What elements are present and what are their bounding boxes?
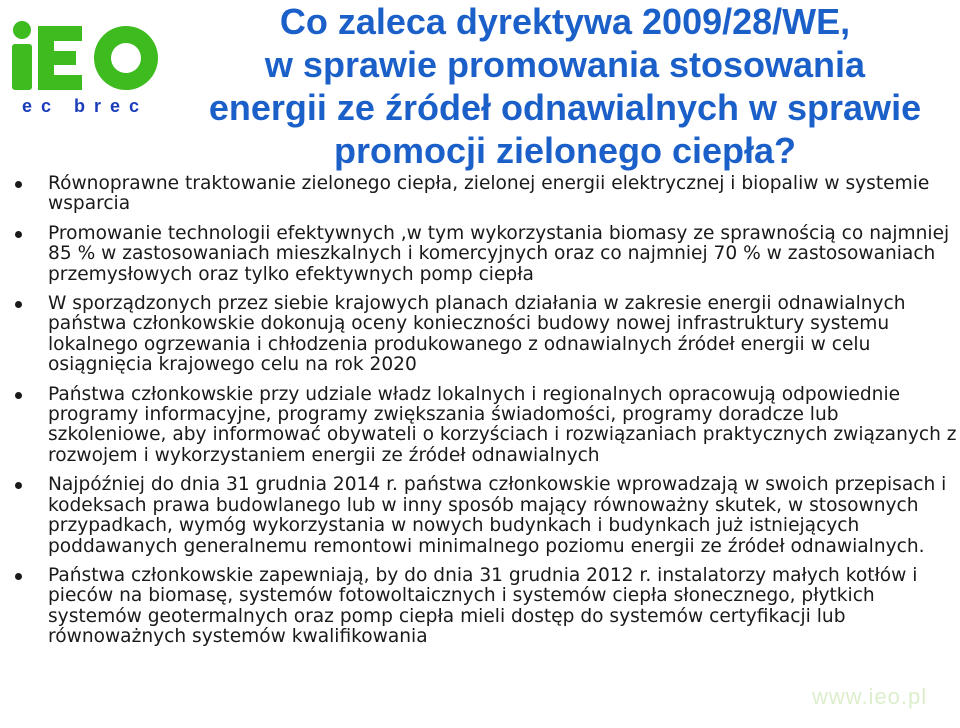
bullet-item xyxy=(0,385,960,467)
watermark-url: www.ieo.pl xyxy=(812,684,928,709)
slide-title-line: promocji zielonego ciepła? xyxy=(333,130,797,171)
bullet-item xyxy=(0,475,960,557)
ieo-logo xyxy=(8,8,168,120)
bullet-text: Promowanie technologii efektywnych ,w tym wykorzystania biomasy ze sprawnością co najmniej 85 % w zastosowaniach mieszkalnych i komercyjnych oraz co najmniej 70 % w zastosowaniach przemysłowych oraz tylko efektywnych pomp ciepła xyxy=(48,222,950,285)
bullet-text: Równoprawne traktowanie zielonego ciepła, zielonej energii elektrycznej i biopaliw w systemie wsparcia xyxy=(48,173,930,215)
bullet-item xyxy=(0,224,960,285)
bullet-item xyxy=(0,566,960,648)
bullet-text: Najpóźniej do dnia 31 grudnia 2014 r. państwa członkowskie wprowadzają w swoich przepisach i kodeksach prawa budowlanego lub w inny sposób mający równoważny skutek, w stosownych przypadkach, wymóg wykorzystania w nowych budynkach i budynkach już istniejących poddawanych generalnemu remontowi minimalnego poziomu energii ze źródeł odnawialnych. xyxy=(48,474,947,557)
logo-subtext: ec brec xyxy=(22,96,149,116)
bullet-item xyxy=(0,294,960,376)
bullet-text: Państwa członkowskie zapewniają, by do dnia 31 grudnia 2012 r. instalatorzy małych kotłów i pieców na biomasę, systemów fotowoltaicznych i systemów ciepła słonecznego, płytkich systemów geotermalnych oraz pomp ciepła mieli dostęp do systemów certyfikacji lub równoważnych systemów kwalifikowania xyxy=(48,564,918,648)
bullet-text: Państwa członkowskie przy udziale władz lokalnych i regionalnych opracowują odpowiednie programy informacyjne, programy zwiększania świadomości, programy doradcze lub szkoleniowe, aby informować obywateli o korzyściach i rozwiązaniach praktycznych związanych z rozwojem i wykorzystaniem energii ze źródeł odnawialnych xyxy=(48,383,957,466)
bullet-text: W sporządzonych przez siebie krajowych planach działania w zakresie energii odnawialnych państwa członkowskie dokonują oceny konieczności budowy nowej infrastruktury systemu lokalnego ogrzewania i chłodzenia produkowanego z odnawialnych źródeł energii w celu osiągnięcia krajowego celu na rok 2020 xyxy=(48,293,906,376)
slide-title-line: Co zaleca dyrektywa 2009/28/WE, xyxy=(279,1,851,42)
ieo-logo-graphic xyxy=(8,8,168,120)
slide-title-line: w sprawie promowania stosowania xyxy=(264,44,866,85)
slide-title xyxy=(170,0,960,172)
bullet-item xyxy=(0,174,960,215)
slide-title-line: energii ze źródeł odnawialnych w sprawie xyxy=(208,87,922,128)
bullet-list xyxy=(0,174,960,648)
